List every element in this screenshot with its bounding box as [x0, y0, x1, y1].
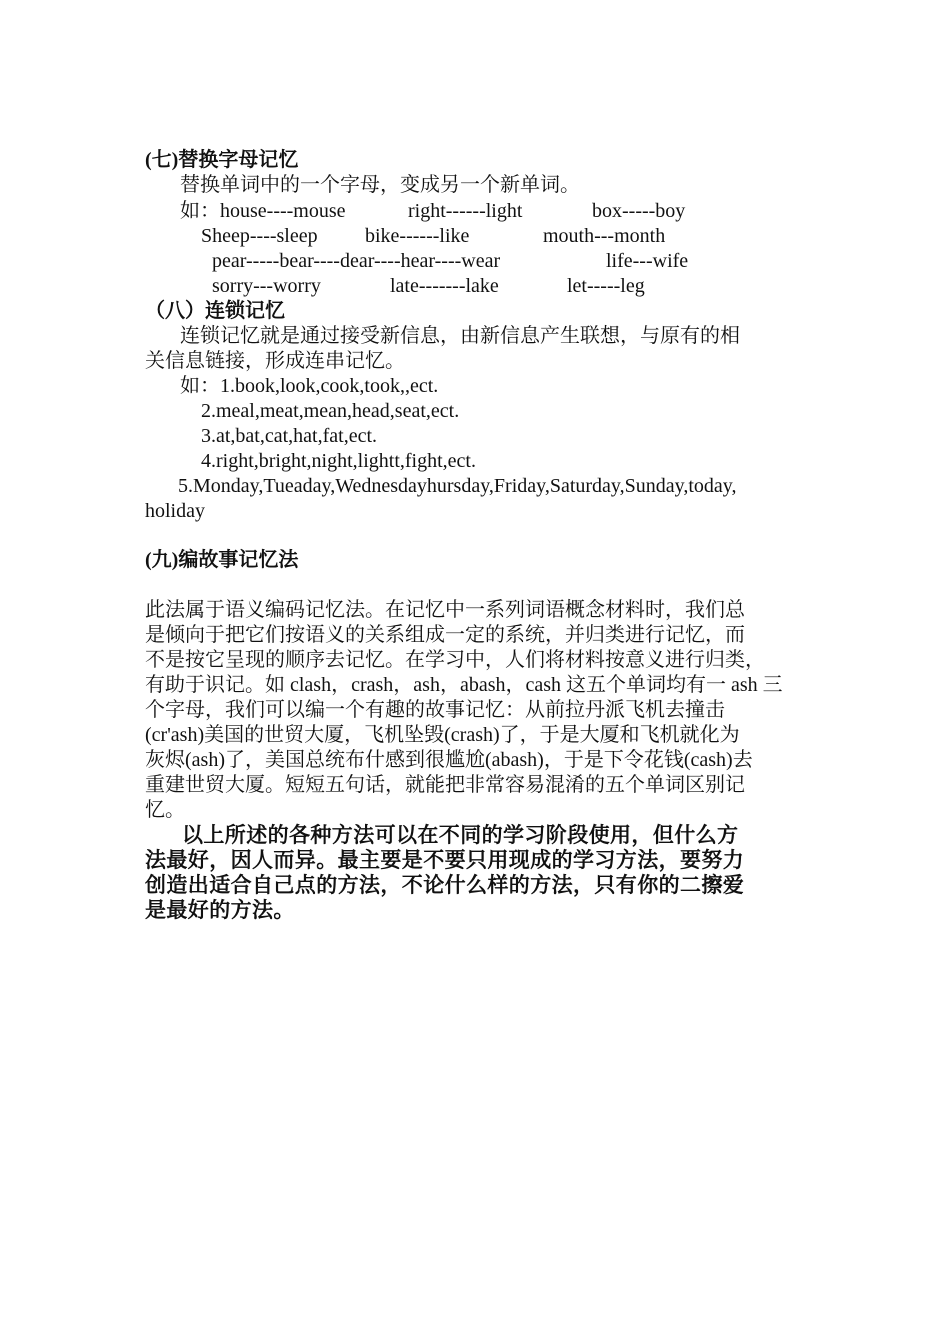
example-line: 2.meal,meat,mean,head,seat,ect. [201, 400, 460, 422]
section-9-paragraph-line: 是倾向于把它们按语义的关系组成一定的系统，并归类进行记忆，而 [145, 624, 745, 646]
section-7-intro: 替换单词中的一个字母，变成另一个新单词。 [180, 174, 580, 196]
section-9-paragraph-line: 重建世贸大厦。短短五句话，就能把非常容易混淆的五个单词区别记 [145, 774, 745, 796]
example-pair: box-----boy [592, 200, 686, 222]
section-9-paragraph-line: 个字母，我们可以编一个有趣的故事记忆：从前拉丹派飞机去撞击 [145, 699, 725, 721]
section-9-paragraph-line: 此法属于语义编码记忆法。在记忆中一系列词语概念材料时，我们总 [145, 599, 745, 621]
section-9-paragraph-line: 灰烬(ash)了，美国总统布什感到很尴尬(abash)，于是下令花钱(cash)去 [145, 749, 753, 771]
example-pair: sorry---worry [212, 275, 321, 297]
example-pair: pear-----bear----dear----hear----wear [212, 250, 501, 272]
section-9-paragraph-line: (cr'ash)美国的世贸大厦，飞机坠毁(crash)了，于是大厦和飞机就化为 [145, 724, 740, 746]
example-pair: right------light [408, 200, 523, 222]
example-line: 3.at,bat,cat,hat,fat,ect. [201, 425, 378, 447]
example-pair: let-----leg [567, 275, 645, 297]
example-pair: late-------lake [390, 275, 499, 297]
example-line: 4.right,bright,night,lightt,fight,ect. [201, 450, 476, 472]
example-pair: life---wife [606, 250, 689, 272]
example-line: holiday [145, 500, 205, 522]
section-9-paragraph-line: 有助于识记。如 clash，crash，ash，abash，cash 这五个单词均有一 ash 三 [145, 674, 783, 696]
section-8-paragraph-line: 关信息链接，形成连串记忆。 [145, 350, 405, 372]
conclusion-line: 是最好的方法。 [145, 898, 295, 922]
example-line: 如：1.book,look,cook,took,,ect. [180, 375, 439, 397]
section-8-paragraph-line: 连锁记忆就是通过接受新信息，由新信息产生联想，与原有的相 [180, 325, 740, 347]
example-pair: mouth---month [543, 225, 666, 247]
section-8-heading: （八）连锁记忆 [145, 300, 285, 322]
section-7-heading: (七)替换字母记忆 [145, 149, 299, 171]
conclusion-line: 创造出适合自己点的方法，不论什么样的方法，只有你的二擦爱 [145, 873, 745, 897]
example-line: 5.Monday,Tueaday,Wednesdayhursday,Friday,Saturday,Sunday,today, [178, 475, 737, 497]
example-pair: 如：house----mouse [180, 200, 346, 222]
section-9-heading: (九)编故事记忆法 [145, 549, 299, 571]
section-9-paragraph-line: 忆。 [145, 799, 185, 821]
example-pair: Sheep----sleep [201, 225, 318, 247]
conclusion-line: 法最好，因人而异。最主要是不要只用现成的学习方法，要努力 [145, 848, 745, 872]
section-9-paragraph-line: 不是按它呈现的顺序去记忆。在学习中，人们将材料按意义进行归类， [145, 649, 765, 671]
conclusion-line: 以上所述的各种方法可以在不同的学习阶段使用，但什么方 [182, 823, 739, 847]
example-pair: bike------like [365, 225, 470, 247]
